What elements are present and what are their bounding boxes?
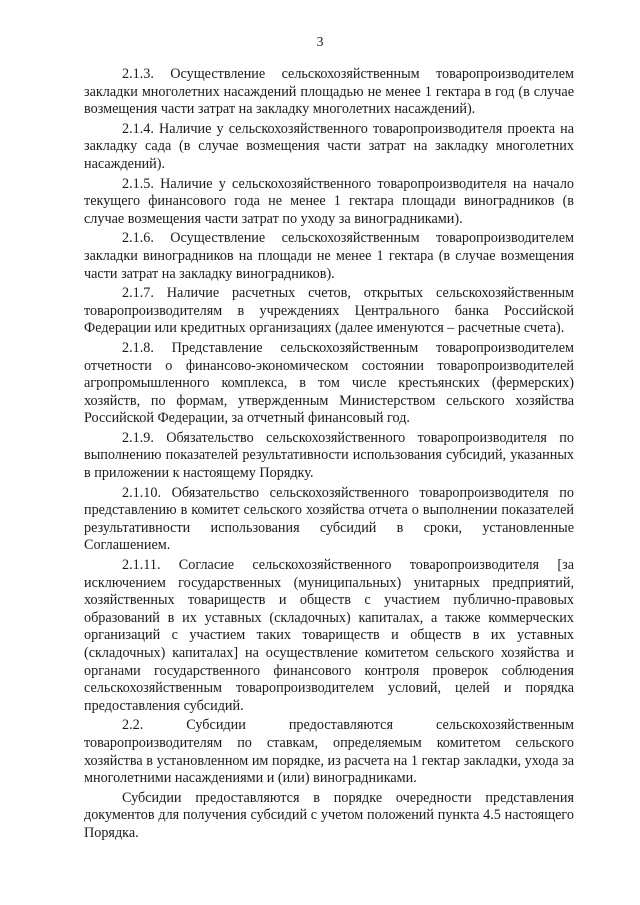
paragraph-2-1-5: 2.1.5. Наличие у сельскохозяйственного товаропроизводителя на начало текущего финансового года не менее 1 гектара площади виноградников (в случае возмещения части затрат по уходу за виноградниками). (84, 175, 574, 227)
paragraph-2-1-8: 2.1.8. Представление сельскохозяйственным товаропроизводителем отчетности о финансово-экономическом состоянии товаропроизводителей агропромышленного комплекса, в том числе крестьянских (фермерских) хозяйств, по формам, утвержденным Министерством сельского хозяйства Российской Федерации, за отчетный финансовый год. (84, 339, 574, 427)
paragraph-2-2: 2.2. Субсидии предоставляются сельскохозяйственным товаропроизводителям по ставкам, определяемым комитетом сельского хозяйства в установленном им порядке, из расчета на 1 гектар закладки, ухода за многолетними насаждениями и (или) виноградниками. (84, 717, 574, 787)
paragraph-subsidy-order: Субсидии предоставляются в порядке очередности представления документов для получения субсидий с учетом положений пункта 4.5 настоящего Порядка. (84, 789, 574, 841)
paragraph-2-1-4: 2.1.4. Наличие у сельскохозяйственного товаропроизводителя проекта на закладку сада (в случае возмещения части затрат на закладку многолетних насаждений). (84, 120, 574, 172)
paragraph-2-1-7: 2.1.7. Наличие расчетных счетов, открытых сельскохозяйственным товаропроизводителям в учреждениях Центрального банка Российской Федерации или кредитных организациях (далее именуются – расчетные счета). (84, 285, 574, 337)
paragraph-2-1-11: 2.1.11. Согласие сельскохозяйственного товаропроизводителя [за исключением государственных (муниципальных) унитарных предприятий, хозяйственных товариществ и обществ с участием публично-правовых образований в их уставных (складочных) капиталах, а также коммерческих организаций с участием таких товариществ и обществ в их уставных (складочных) капиталах] на осуществление комитетом сельского хозяйства и органами государственного финансового контроля проверок соблюдения сельскохозяйственным товаропроизводителем условий, целей и порядка предоставления субсидий. (84, 557, 574, 714)
paragraph-2-1-9: 2.1.9. Обязательство сельскохозяйственного товаропроизводителя по выполнению показателей результативности использования субсидий, указанных в приложении к настоящему Порядку. (84, 429, 574, 482)
paragraph-2-1-10: 2.1.10. Обязательство сельскохозяйственного товаропроизводителя по представлению в комитет сельского хозяйства отчета о выполнении показателей результативности использования субсидий в сроки, установленные Соглашением. (84, 484, 574, 554)
page-number: 3 (316, 35, 324, 50)
document-body (84, 66, 574, 843)
paragraph-2-1-6: 2.1.6. Осуществление сельскохозяйственным товаропроизводителем закладки виноградников на площади не менее 1 гектара (в случае возмещения части затрат на закладку виноградников). (84, 230, 574, 282)
paragraph-2-1-3: 2.1.3. Осуществление сельскохозяйственным товаропроизводителем закладки многолетних насаждений площадью не менее 1 гектара в год (в случае возмещения части затрат на закладку многолетних насаждений). (84, 66, 574, 118)
